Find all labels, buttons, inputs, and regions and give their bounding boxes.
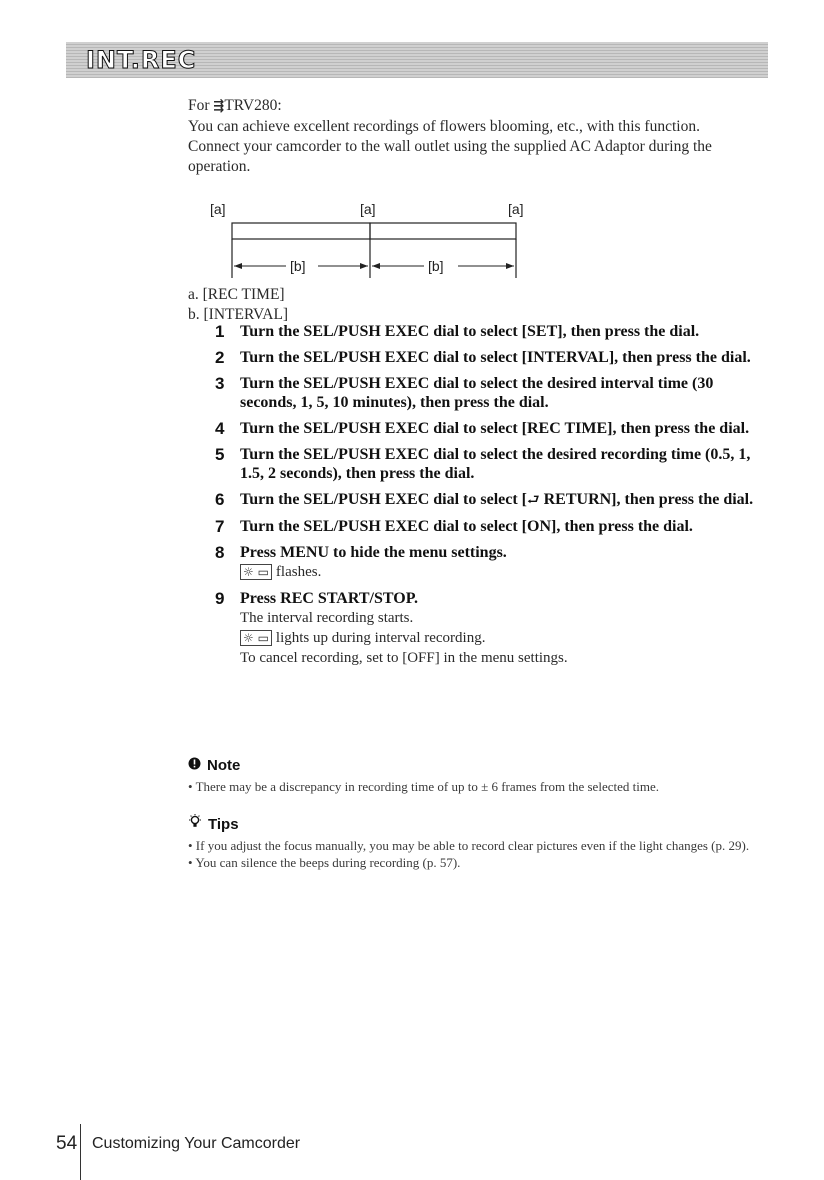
lightbulb-icon [188,814,202,832]
step-instruction [240,490,768,510]
step-8-detail [240,563,768,582]
step-instruction: Turn the SEL/PUSH EXEC dial to select the desired interval time (30 seconds, 1, 5, 10 minutes), then press the dial. [240,375,714,411]
step-6-text-after: RETURN], then press the dial. [539,491,754,508]
step-1 [188,322,768,341]
step-number: 2 [215,348,225,367]
step-9-detail-1: The interval recording starts. [240,610,414,626]
tips-title: Tips [208,816,239,833]
step-5 [188,445,768,483]
step-instruction: Press MENU to hide the menu settings. [240,544,507,561]
arrowhead-right-1 [360,263,368,269]
step-2 [188,348,768,367]
step-9-detail-3: To cancel recording, set to [OFF] in the menu settings. [240,650,568,666]
step-number: 1 [215,322,225,341]
tips-bullet-2: • You can silence the beeps during recording (p. 57). [188,855,461,870]
step-number: 7 [215,517,225,536]
arrowhead-left-2 [372,263,380,269]
step-8 [188,543,768,582]
step-number: 5 [215,445,225,464]
arrowhead-left-1 [234,263,242,269]
step-number: 4 [215,419,225,438]
note-bullet: • There may be a discrepancy in recording time of up to ± 6 frames from the selected time. [188,779,659,794]
step-9 [188,589,768,668]
return-icon: ⮐ [527,492,540,508]
model-icon: ⇶ [213,99,225,114]
legend-item-a: a. [REC TIME] [188,286,285,303]
step-number: 8 [215,543,225,562]
intro-body: You can achieve excellent recordings of flowers blooming, etc., with this function. Connect your camcorder to the wall outlet using the supplied AC Adaptor during the operation. [188,118,712,175]
note-title: Note [207,757,241,774]
diagram-label-b-2: [b] [428,258,444,274]
model-name: TRV280: [224,97,282,114]
step-number: 9 [215,589,225,608]
page-title: INT.REC [86,46,197,74]
arrowhead-right-2 [506,263,514,269]
legend-item-b: b. [INTERVAL] [188,306,289,323]
step-8-detail-text: flashes. [275,564,322,580]
page-number: 54 [56,1133,78,1154]
step-9-detail-2-text: lights up during interval recording. [275,630,486,646]
step-number: 6 [215,490,225,509]
rec-time-block-1 [232,223,370,239]
step-instruction: Turn the SEL/PUSH EXEC dial to select the desired recording time (0.5, 1, 1.5, 2 seconds), then press the dial. [240,446,751,482]
section-banner [66,42,768,78]
step-instruction: Press REC START/STOP. [240,590,418,607]
rec-time-block-2 [370,223,516,239]
step-instruction: Turn the SEL/PUSH EXEC dial to select [ON], then press the dial. [240,518,693,535]
diagram-label-a-2: [a] [360,201,376,217]
step-3 [188,374,768,412]
tips-section [188,814,768,871]
footer-section-title: Customizing Your Camcorder [92,1135,301,1152]
step-6-text-before: Turn the SEL/PUSH EXEC dial to select [ [240,491,527,508]
step-number: 3 [215,374,225,393]
note-section [188,757,768,795]
step-7 [188,517,768,536]
step-4 [188,419,768,438]
interval-rec-indicator-icon: ☼ ▭ [240,564,272,580]
step-list [188,322,768,675]
model-prefix: For [188,97,210,114]
step-instruction: Turn the SEL/PUSH EXEC dial to select [SET], then press the dial. [240,323,700,340]
step-9-detail-2 [240,629,768,648]
interval-timing-diagram [188,198,548,278]
note-icon [188,757,201,773]
tips-heading [188,814,768,833]
diagram-label-a-3: [a] [508,201,524,217]
footer-divider [80,1124,81,1180]
step-instruction: Turn the SEL/PUSH EXEC dial to select [INTERVAL], then press the dial. [240,349,751,366]
interval-rec-indicator-icon: ☼ ▭ [240,630,272,646]
step-6 [188,490,768,510]
note-heading [188,757,768,774]
intro-paragraph [188,96,748,177]
diagram-label-b-1: [b] [290,258,306,274]
diagram-label-a-1: [a] [210,201,226,217]
step-instruction: Turn the SEL/PUSH EXEC dial to select [REC TIME], then press the dial. [240,420,750,437]
diagram-legend [188,285,748,325]
tips-bullet-1: • If you adjust the focus manually, you may be able to record clear pictures even if the light changes (p. 29). [188,838,750,853]
